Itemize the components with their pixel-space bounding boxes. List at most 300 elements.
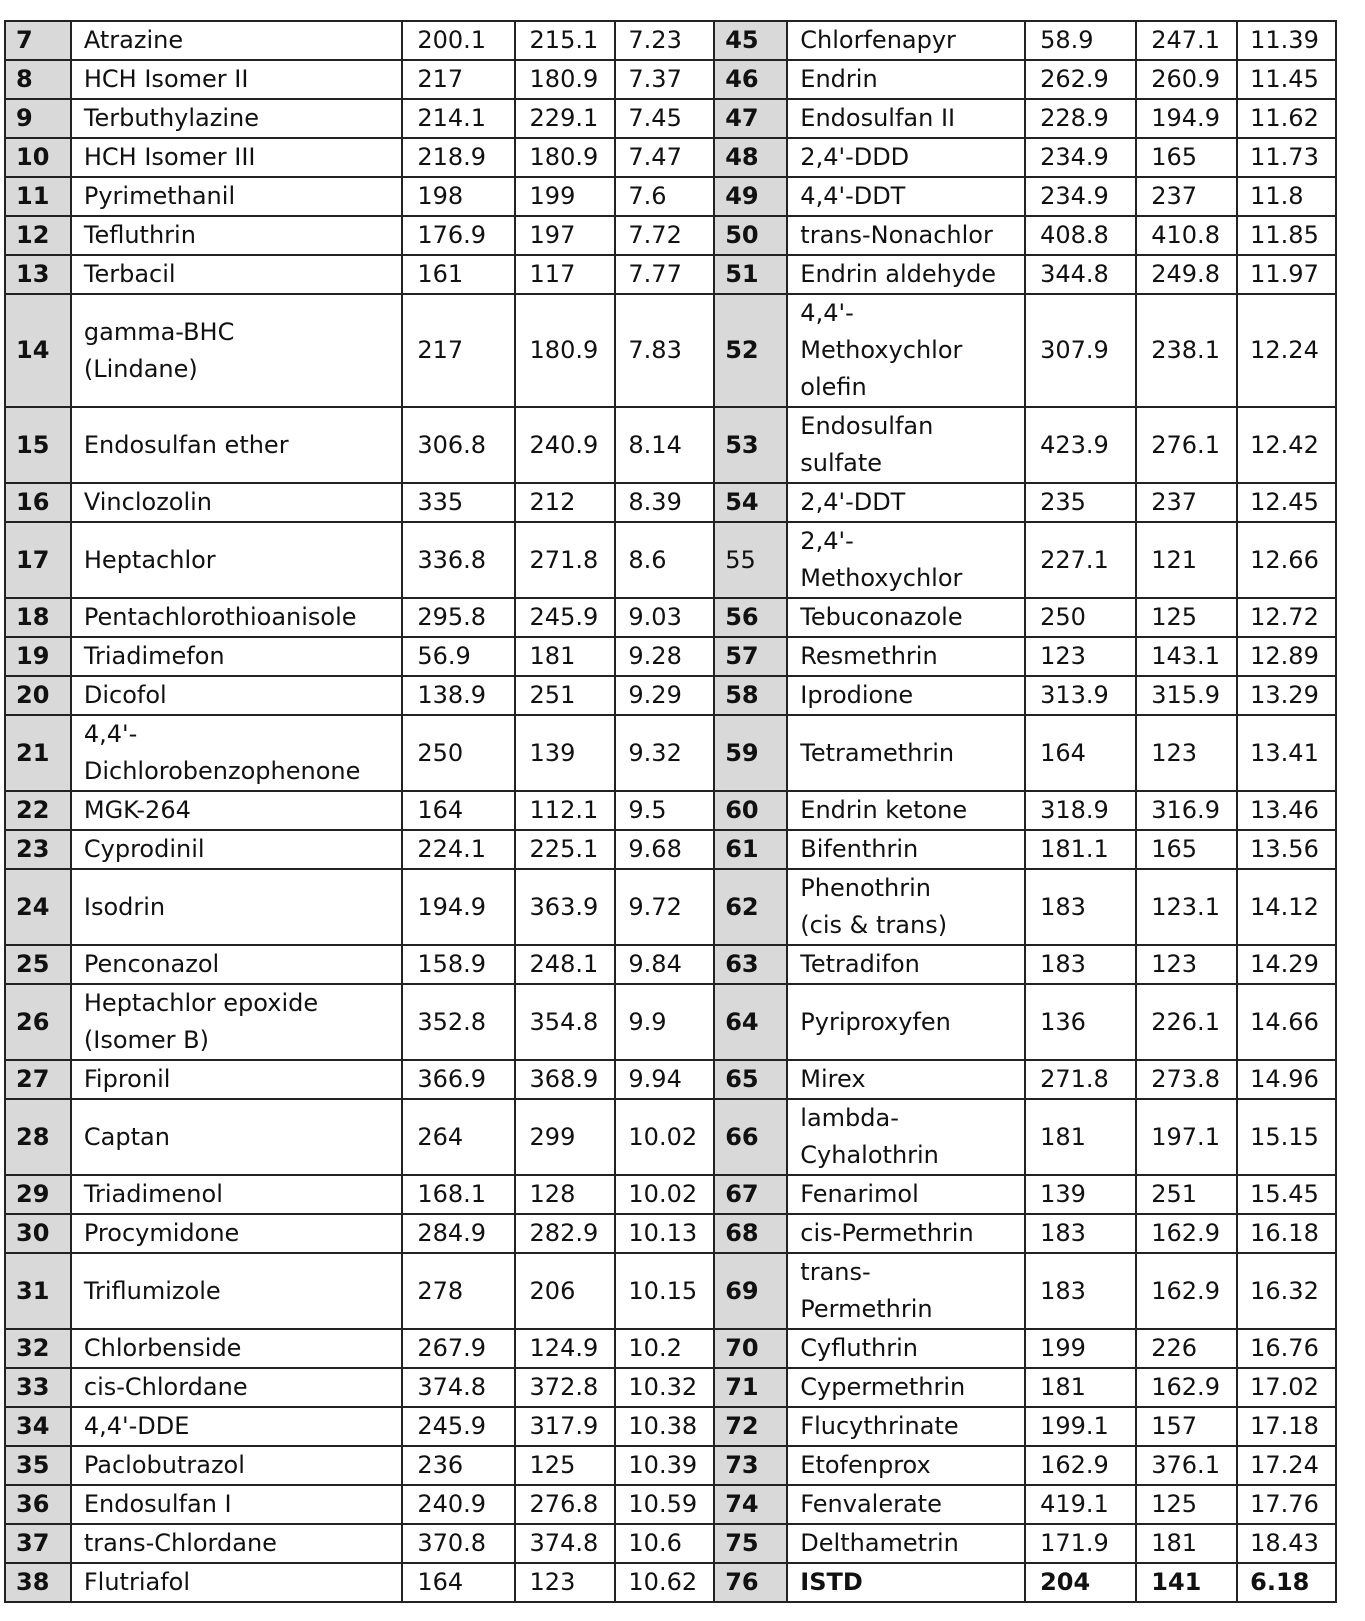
retention-time-left: 7.6: [615, 177, 714, 216]
mass1-right: 183: [1025, 869, 1136, 945]
mass1-left: 161: [402, 255, 514, 294]
mass2-left: 245.9: [515, 598, 616, 637]
mass2-left: 180.9: [515, 294, 616, 407]
row-number-right: 61: [714, 830, 787, 869]
mass1-left: 194.9: [402, 869, 514, 945]
table-row: [5, 60, 1336, 99]
mass1-left: 278: [402, 1253, 514, 1329]
compound-name-right: trans- Permethrin: [787, 1253, 1025, 1329]
compound-name-left: Vinclozolin: [71, 483, 402, 522]
row-number-right: 51: [714, 255, 787, 294]
retention-time-left: 10.02: [615, 1099, 714, 1175]
compound-name-left: Paclobutrazol: [71, 1446, 402, 1485]
mass2-left: 139: [515, 715, 616, 791]
retention-time-right: 14.12: [1237, 869, 1336, 945]
compound-name-left: Endosulfan I: [71, 1485, 402, 1524]
mass1-left: 267.9: [402, 1329, 514, 1368]
row-number-left: 29: [5, 1175, 71, 1214]
mass1-right: 250: [1025, 598, 1136, 637]
table-row: [5, 1253, 1336, 1329]
table-row: [5, 177, 1336, 216]
table-row: [5, 483, 1336, 522]
retention-time-right: 14.96: [1237, 1060, 1336, 1099]
row-number-right: 47: [714, 99, 787, 138]
mass2-right: 197.1: [1136, 1099, 1237, 1175]
mass2-right: 273.8: [1136, 1060, 1237, 1099]
mass1-left: 56.9: [402, 637, 514, 676]
compound-name-right: Cypermethrin: [787, 1368, 1025, 1407]
compound-name-right: 2,4'- Methoxychlor: [787, 522, 1025, 598]
table-row: [5, 676, 1336, 715]
compound-name-right: Flucythrinate: [787, 1407, 1025, 1446]
compound-name-right: 4,4'-DDT: [787, 177, 1025, 216]
table-row: [5, 1524, 1336, 1563]
retention-time-left: 10.6: [615, 1524, 714, 1563]
mass1-left: 284.9: [402, 1214, 514, 1253]
retention-time-right: 6.18: [1237, 1563, 1336, 1602]
mass1-left: 366.9: [402, 1060, 514, 1099]
row-number-right: 70: [714, 1329, 787, 1368]
mass1-left: 176.9: [402, 216, 514, 255]
compound-name-left: Isodrin: [71, 869, 402, 945]
retention-time-right: 12.72: [1237, 598, 1336, 637]
retention-time-right: 11.85: [1237, 216, 1336, 255]
compound-name-right: Delthametrin: [787, 1524, 1025, 1563]
row-number-left: 25: [5, 945, 71, 984]
mass1-right: 164: [1025, 715, 1136, 791]
row-number-left: 16: [5, 483, 71, 522]
retention-time-left: 10.13: [615, 1214, 714, 1253]
row-number-left: 20: [5, 676, 71, 715]
row-number-left: 19: [5, 637, 71, 676]
row-number-left: 30: [5, 1214, 71, 1253]
row-number-left: 38: [5, 1563, 71, 1602]
mass1-right: 123: [1025, 637, 1136, 676]
mass2-right: 157: [1136, 1407, 1237, 1446]
mass2-left: 363.9: [515, 869, 616, 945]
mass2-right: 238.1: [1136, 294, 1237, 407]
row-number-left: 37: [5, 1524, 71, 1563]
row-number-left: 8: [5, 60, 71, 99]
table-row: [5, 294, 1336, 407]
mass2-left: 251: [515, 676, 616, 715]
compound-name-left: Heptachlor epoxide (Isomer B): [71, 984, 402, 1060]
row-number-left: 15: [5, 407, 71, 483]
mass2-right: 123.1: [1136, 869, 1237, 945]
mass2-right: 376.1: [1136, 1446, 1237, 1485]
compound-name-right: Endrin aldehyde: [787, 255, 1025, 294]
compound-name-left: Terbuthylazine: [71, 99, 402, 138]
mass2-right: 237: [1136, 483, 1237, 522]
mass2-right: 165: [1136, 138, 1237, 177]
retention-time-right: 15.15: [1237, 1099, 1336, 1175]
mass2-left: 117: [515, 255, 616, 294]
mass2-right: 123: [1136, 715, 1237, 791]
compound-name-right: Endosulfan sulfate: [787, 407, 1025, 483]
retention-time-right: 18.43: [1237, 1524, 1336, 1563]
row-number-right: 72: [714, 1407, 787, 1446]
mass1-right: 183: [1025, 1214, 1136, 1253]
table-row: [5, 598, 1336, 637]
mass2-left: 372.8: [515, 1368, 616, 1407]
table-row: [5, 522, 1336, 598]
table-row: [5, 830, 1336, 869]
mass2-left: 317.9: [515, 1407, 616, 1446]
mass2-left: 212: [515, 483, 616, 522]
retention-time-right: 11.73: [1237, 138, 1336, 177]
mass1-right: 199: [1025, 1329, 1136, 1368]
compound-name-right: Tebuconazole: [787, 598, 1025, 637]
compound-name-left: Triadimenol: [71, 1175, 402, 1214]
mass2-right: 247.1: [1136, 21, 1237, 60]
table-row: [5, 1407, 1336, 1446]
compound-name-right: Mirex: [787, 1060, 1025, 1099]
compound-name-right: Phenothrin (cis & trans): [787, 869, 1025, 945]
table-row: [5, 869, 1336, 945]
mass1-left: 245.9: [402, 1407, 514, 1446]
mass2-right: 226.1: [1136, 984, 1237, 1060]
row-number-left: 7: [5, 21, 71, 60]
mass2-right: 121: [1136, 522, 1237, 598]
compound-name-right: Endrin: [787, 60, 1025, 99]
mass1-right: 234.9: [1025, 138, 1136, 177]
mass2-right: 125: [1136, 598, 1237, 637]
retention-time-right: 12.89: [1237, 637, 1336, 676]
mass1-right: 262.9: [1025, 60, 1136, 99]
retention-time-left: 7.45: [615, 99, 714, 138]
row-number-left: 32: [5, 1329, 71, 1368]
mass1-right: 181: [1025, 1099, 1136, 1175]
compound-name-right: trans-Nonachlor: [787, 216, 1025, 255]
row-number-left: 35: [5, 1446, 71, 1485]
mass2-left: 240.9: [515, 407, 616, 483]
retention-time-right: 14.29: [1237, 945, 1336, 984]
mass1-right: 162.9: [1025, 1446, 1136, 1485]
row-number-left: 26: [5, 984, 71, 1060]
table-row: [5, 1368, 1336, 1407]
mass1-left: 370.8: [402, 1524, 514, 1563]
retention-time-left: 10.38: [615, 1407, 714, 1446]
compound-name-left: Flutriafol: [71, 1563, 402, 1602]
retention-time-right: 11.39: [1237, 21, 1336, 60]
mass1-right: 228.9: [1025, 99, 1136, 138]
compound-name-right: Tetradifon: [787, 945, 1025, 984]
mass1-right: 204: [1025, 1563, 1136, 1602]
table-row: [5, 1563, 1336, 1602]
mass2-right: 181: [1136, 1524, 1237, 1563]
retention-time-right: 15.45: [1237, 1175, 1336, 1214]
compound-name-left: Terbacil: [71, 255, 402, 294]
mass2-left: 206: [515, 1253, 616, 1329]
compound-name-right: Chlorfenapyr: [787, 21, 1025, 60]
table-row: [5, 21, 1336, 60]
retention-time-right: 16.18: [1237, 1214, 1336, 1253]
mass2-right: 260.9: [1136, 60, 1237, 99]
retention-time-left: 9.84: [615, 945, 714, 984]
row-number-right: 74: [714, 1485, 787, 1524]
retention-time-left: 9.03: [615, 598, 714, 637]
mass1-right: 271.8: [1025, 1060, 1136, 1099]
mass1-right: 181: [1025, 1368, 1136, 1407]
row-number-right: 54: [714, 483, 787, 522]
row-number-right: 67: [714, 1175, 787, 1214]
compound-name-right: Resmethrin: [787, 637, 1025, 676]
row-number-right: 73: [714, 1446, 787, 1485]
table-row: [5, 984, 1336, 1060]
mass2-left: 368.9: [515, 1060, 616, 1099]
table-row: [5, 1485, 1336, 1524]
mass2-right: 316.9: [1136, 791, 1237, 830]
retention-time-left: 9.32: [615, 715, 714, 791]
row-number-left: 24: [5, 869, 71, 945]
row-number-left: 22: [5, 791, 71, 830]
compound-name-right: Etofenprox: [787, 1446, 1025, 1485]
mass2-right: 143.1: [1136, 637, 1237, 676]
mass2-left: 299: [515, 1099, 616, 1175]
compound-name-left: trans-Chlordane: [71, 1524, 402, 1563]
mass1-right: 171.9: [1025, 1524, 1136, 1563]
mass1-left: 240.9: [402, 1485, 514, 1524]
mass1-left: 217: [402, 60, 514, 99]
retention-time-right: 14.66: [1237, 984, 1336, 1060]
mass2-right: 410.8: [1136, 216, 1237, 255]
compound-name-right: Bifenthrin: [787, 830, 1025, 869]
row-number-right: 52: [714, 294, 787, 407]
retention-time-left: 9.29: [615, 676, 714, 715]
mass2-left: 374.8: [515, 1524, 616, 1563]
mass2-right: 315.9: [1136, 676, 1237, 715]
mass1-left: 335: [402, 483, 514, 522]
mass2-left: 248.1: [515, 945, 616, 984]
mass1-left: 236: [402, 1446, 514, 1485]
table-row: [5, 791, 1336, 830]
table-row: [5, 1099, 1336, 1175]
retention-time-right: 17.24: [1237, 1446, 1336, 1485]
row-number-right: 66: [714, 1099, 787, 1175]
mass2-left: 215.1: [515, 21, 616, 60]
table-row: [5, 255, 1336, 294]
compound-name-right: Fenvalerate: [787, 1485, 1025, 1524]
compound-name-left: Endosulfan ether: [71, 407, 402, 483]
retention-time-right: 12.42: [1237, 407, 1336, 483]
row-number-left: 12: [5, 216, 71, 255]
mass2-right: 162.9: [1136, 1253, 1237, 1329]
mass1-left: 217: [402, 294, 514, 407]
mass2-left: 112.1: [515, 791, 616, 830]
row-number-left: 28: [5, 1099, 71, 1175]
mass1-left: 336.8: [402, 522, 514, 598]
row-number-left: 33: [5, 1368, 71, 1407]
mass1-left: 214.1: [402, 99, 514, 138]
table-row: [5, 637, 1336, 676]
mass2-left: 180.9: [515, 60, 616, 99]
row-number-left: 17: [5, 522, 71, 598]
compound-name-right: Iprodione: [787, 676, 1025, 715]
mass1-right: 199.1: [1025, 1407, 1136, 1446]
table-row: [5, 216, 1336, 255]
retention-time-left: 9.28: [615, 637, 714, 676]
retention-time-right: 13.41: [1237, 715, 1336, 791]
mass1-left: 224.1: [402, 830, 514, 869]
mass1-left: 168.1: [402, 1175, 514, 1214]
retention-time-left: 10.62: [615, 1563, 714, 1602]
retention-time-right: 13.46: [1237, 791, 1336, 830]
row-number-right: 48: [714, 138, 787, 177]
mass1-right: 419.1: [1025, 1485, 1136, 1524]
compound-name-left: HCH Isomer II: [71, 60, 402, 99]
compound-name-left: Tefluthrin: [71, 216, 402, 255]
table-row: [5, 1446, 1336, 1485]
retention-time-right: 12.66: [1237, 522, 1336, 598]
retention-time-right: 16.76: [1237, 1329, 1336, 1368]
mass1-left: 164: [402, 1563, 514, 1602]
compound-name-left: 4,4'- Dichlorobenzophenone: [71, 715, 402, 791]
compound-name-left: Heptachlor: [71, 522, 402, 598]
mass2-right: 276.1: [1136, 407, 1237, 483]
table-row: [5, 407, 1336, 483]
retention-time-right: 17.18: [1237, 1407, 1336, 1446]
mass2-right: 237: [1136, 177, 1237, 216]
mass2-left: 128: [515, 1175, 616, 1214]
compound-name-right: cis-Permethrin: [787, 1214, 1025, 1253]
row-number-right: 63: [714, 945, 787, 984]
mass1-right: 181.1: [1025, 830, 1136, 869]
compound-name-left: gamma-BHC (Lindane): [71, 294, 402, 407]
retention-time-right: 17.02: [1237, 1368, 1336, 1407]
mass2-left: 199: [515, 177, 616, 216]
retention-time-right: 12.24: [1237, 294, 1336, 407]
retention-time-left: 10.15: [615, 1253, 714, 1329]
row-number-right: 71: [714, 1368, 787, 1407]
row-number-right: 68: [714, 1214, 787, 1253]
table-body: [5, 21, 1336, 1602]
compound-name-left: Penconazol: [71, 945, 402, 984]
mass1-right: 318.9: [1025, 791, 1136, 830]
mass1-left: 295.8: [402, 598, 514, 637]
row-number-left: 18: [5, 598, 71, 637]
row-number-right: 75: [714, 1524, 787, 1563]
compound-name-left: Triadimefon: [71, 637, 402, 676]
mass2-right: 162.9: [1136, 1214, 1237, 1253]
mass2-right: 123: [1136, 945, 1237, 984]
mass1-right: 344.8: [1025, 255, 1136, 294]
compound-name-right: Endosulfan II: [787, 99, 1025, 138]
row-number-right: 50: [714, 216, 787, 255]
retention-time-right: 11.62: [1237, 99, 1336, 138]
table-row: [5, 715, 1336, 791]
retention-time-left: 7.83: [615, 294, 714, 407]
compound-name-left: Dicofol: [71, 676, 402, 715]
compound-name-right: ISTD: [787, 1563, 1025, 1602]
compound-name-left: Procymidone: [71, 1214, 402, 1253]
mass2-right: 162.9: [1136, 1368, 1237, 1407]
mass1-right: 183: [1025, 1253, 1136, 1329]
compound-table: [4, 20, 1337, 1603]
row-number-right: 58: [714, 676, 787, 715]
mass2-right: 226: [1136, 1329, 1237, 1368]
retention-time-left: 9.5: [615, 791, 714, 830]
table-row: [5, 99, 1336, 138]
mass2-left: 229.1: [515, 99, 616, 138]
mass2-left: 225.1: [515, 830, 616, 869]
compound-name-right: 4,4'- Methoxychlor olefin: [787, 294, 1025, 407]
retention-time-left: 7.37: [615, 60, 714, 99]
row-number-right: 65: [714, 1060, 787, 1099]
table-row: [5, 1060, 1336, 1099]
mass2-left: 354.8: [515, 984, 616, 1060]
compound-name-right: Endrin ketone: [787, 791, 1025, 830]
mass1-left: 164: [402, 791, 514, 830]
table-row: [5, 138, 1336, 177]
retention-time-right: 13.29: [1237, 676, 1336, 715]
compound-name-right: Tetramethrin: [787, 715, 1025, 791]
mass1-right: 58.9: [1025, 21, 1136, 60]
row-number-left: 13: [5, 255, 71, 294]
mass2-right: 194.9: [1136, 99, 1237, 138]
retention-time-left: 10.02: [615, 1175, 714, 1214]
row-number-right: 59: [714, 715, 787, 791]
row-number-right: 62: [714, 869, 787, 945]
retention-time-left: 9.94: [615, 1060, 714, 1099]
retention-time-left: 7.23: [615, 21, 714, 60]
retention-time-right: 11.8: [1237, 177, 1336, 216]
mass1-right: 307.9: [1025, 294, 1136, 407]
retention-time-left: 7.72: [615, 216, 714, 255]
mass2-left: 271.8: [515, 522, 616, 598]
mass1-right: 408.8: [1025, 216, 1136, 255]
mass2-left: 276.8: [515, 1485, 616, 1524]
row-number-right: 55: [714, 522, 787, 598]
compound-name-right: Pyriproxyfen: [787, 984, 1025, 1060]
retention-time-right: 16.32: [1237, 1253, 1336, 1329]
retention-time-right: 11.97: [1237, 255, 1336, 294]
compound-name-left: Cyprodinil: [71, 830, 402, 869]
row-number-right: 49: [714, 177, 787, 216]
row-number-left: 10: [5, 138, 71, 177]
compound-name-left: 4,4'-DDE: [71, 1407, 402, 1446]
row-number-right: 76: [714, 1563, 787, 1602]
mass1-left: 198: [402, 177, 514, 216]
row-number-right: 56: [714, 598, 787, 637]
mass1-left: 138.9: [402, 676, 514, 715]
compound-name-left: HCH Isomer III: [71, 138, 402, 177]
mass2-left: 123: [515, 1563, 616, 1602]
row-number-right: 46: [714, 60, 787, 99]
table-row: [5, 1329, 1336, 1368]
row-number-left: 36: [5, 1485, 71, 1524]
retention-time-left: 10.59: [615, 1485, 714, 1524]
mass2-right: 141: [1136, 1563, 1237, 1602]
mass1-right: 423.9: [1025, 407, 1136, 483]
row-number-left: 9: [5, 99, 71, 138]
mass1-right: 136: [1025, 984, 1136, 1060]
compound-name-left: Pyrimethanil: [71, 177, 402, 216]
compound-name-left: MGK-264: [71, 791, 402, 830]
compound-name-left: Fipronil: [71, 1060, 402, 1099]
mass2-right: 125: [1136, 1485, 1237, 1524]
compound-name-left: Captan: [71, 1099, 402, 1175]
retention-time-left: 9.9: [615, 984, 714, 1060]
mass1-right: 227.1: [1025, 522, 1136, 598]
mass1-left: 352.8: [402, 984, 514, 1060]
retention-time-right: 17.76: [1237, 1485, 1336, 1524]
row-number-left: 27: [5, 1060, 71, 1099]
mass2-right: 249.8: [1136, 255, 1237, 294]
mass1-left: 158.9: [402, 945, 514, 984]
mass1-right: 183: [1025, 945, 1136, 984]
row-number-right: 69: [714, 1253, 787, 1329]
mass1-right: 234.9: [1025, 177, 1136, 216]
